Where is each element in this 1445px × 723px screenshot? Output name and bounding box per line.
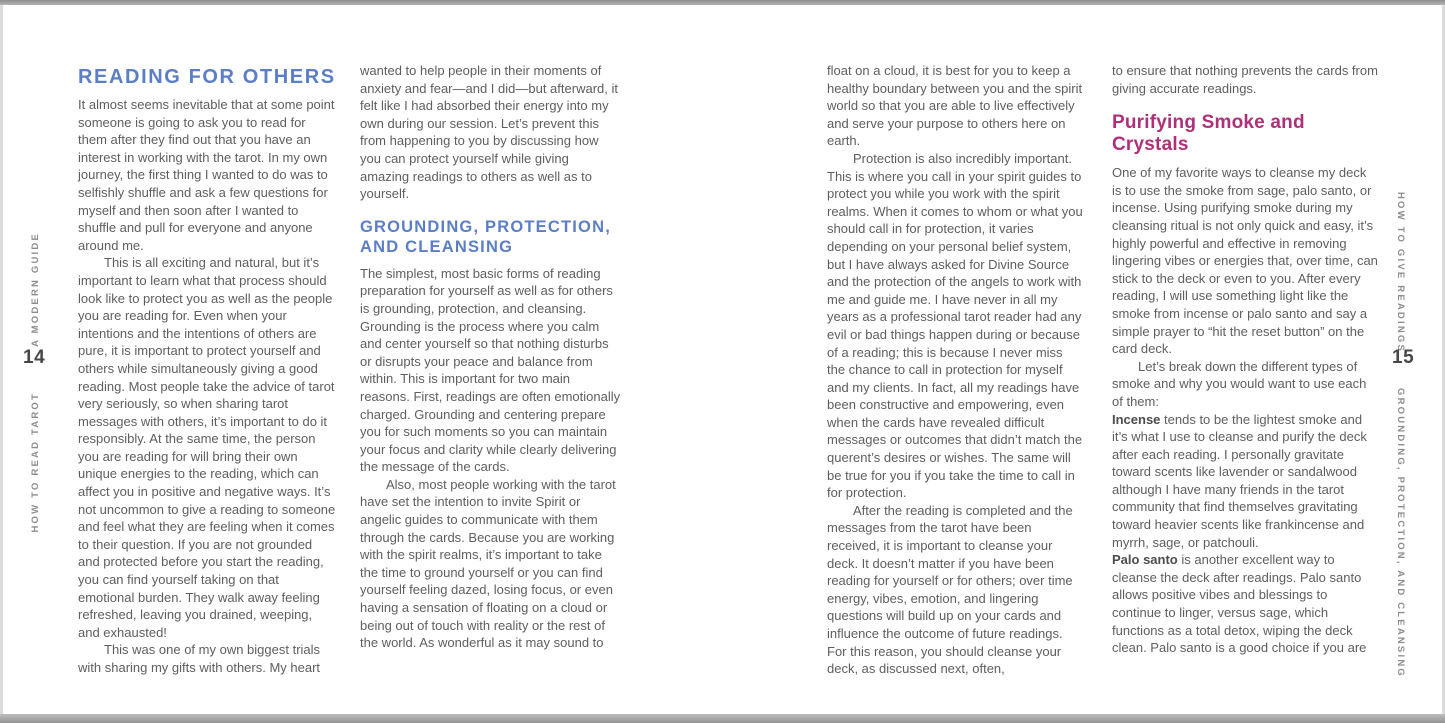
paragraph: This is all exciting and natural, but it’s important to learn what that process should look like to protect you as well as the people you are reading for. Even when your intentions and the intentions of others are pure, it is important to protect yourself and others while simultaneously giving a good reading. Most people take the advice of tarot very seriously, so when sharing tarot messages with others, it’s important to do it responsibly. At the same time, the person you are reading for will bring their own unique energies to the reading, which can affect you in positive and negative ways. It’s not uncommon to give a reading to someone and feel what they are feeling when it comes to their question. If you are not grounded and protected before you start the reading, you can find yourself taking on that emotional burden. They walk away feeling refreshed, leaving you drained, weeping, and exhausted! [78,255,336,640]
paragraph-incense [1112,411,1378,552]
term-palo-santo: Palo santo [1112,552,1178,568]
section-heading-grounding-protection-cleansing: GROUNDING, PROTECTION, AND CLEANSING [360,217,611,256]
paragraph: Also, most people working with the tarot have set the intention to invite Spirit or angelic guides to communicate with them through the cards. Because you are working with the spirit realms, it’s important to take the time to ground yourself or you can find yourself feeling dazed, losing focus, or even having a sensation of floating on a cloud or being out of touch with reality or the rest of the world. As wonderful as it may sound to [360,476,616,651]
chapter-label-right-vertical: HOW TO GIVE READINGS [1395,192,1406,354]
paragraph: Protection is also incredibly important. This is where you call in your spirit guides to protect you while you work with the spirit realms. When it comes to whom or what you should call in for protection, it varies depending on your personal belief system, but I have always asked for Divine Source and the protection of the angels to work with me and guide me. I have never in all my years as a professional tarot reader had any evil or bad things happen during or because of a reading; this is because I never miss the chance to call in protection for myself and my clients. In fact, all my readings have been constructive and empowering, even when the cards have revealed difficult messages or outcomes that didn’t match the querent’s desires or wishes. The same will be true for you if you take the time to call in for protection. [827,150,1083,501]
paragraph: This was one of my own biggest trials with sharing my gifts with others. My heart [78,642,321,675]
paragraph-text: tends to be the lightest smoke and it’s what I use to cleanse and purify the deck after each reading. I personally gravitate toward scents like lavender or sandalwood although I have many friends in the tarot community that find themselves gravitating toward heavier scents like frankincense and myrrh, sage, or patchouli. [1112,411,1367,550]
paragraph: Let’s break down the different types of smoke and why you would want to use each of them: [1112,358,1367,409]
scan-edge-bottom [0,714,1445,723]
term-incense: Incense [1112,411,1161,427]
page-number-right: 15 [1392,347,1415,368]
section-heading-reading-for-others: READING FOR OTHERS [78,66,336,88]
paragraph: After the reading is completed and the messages from the tarot have been received, it is important to cleanse your deck. It doesn’t matter if you have been reading for yourself or for others; over time energy, vibes, emotion, and lingering questions will build up on your cards and influence the outcome of future readings. For this reason, you should cleanse your deck, as discussed next, often, [827,502,1073,677]
scan-edge-top [0,0,1445,5]
paragraph: float on a cloud, it is best for you to keep a healthy boundary between you and the spirit world so that you are able to live effectively and serve your purpose to others here on earth. [827,63,1083,149]
paragraph-palo-santo [1112,551,1378,657]
paragraph: One of my favorite ways to cleanse my deck is to use the smoke from sage, palo santo, or incense. Using purifying smoke during my cleansing ritual is not only quick and easy, it’s highly powerful and effective in removing lingering vibes or energies that, over time, can stick to the deck or even to you. After every reading, I will use something light like the smoke from incense or palo santo and say a simple prayer to “hit the reset button” on the card deck. [1112,165,1378,357]
paragraph: to ensure that nothing prevents the cards from giving accurate readings. [1112,63,1378,96]
paragraph: The simplest, most basic forms of reading preparation for yourself as well as for others is grounding, protection, and cleansing. Grounding is the process where you calm and center yourself so that nothing disturbs or disrupts your peace and balance from within. This is important for two main reasons. First, readings are often emotionally charged. Grounding and centering prepare you for such moments so you can maintain your focus and clarity while clearly delivering the message of the cards. [360,265,621,475]
left-page-column-2 [360,62,621,652]
paragraph-text: is another excellent way to cleanse the deck after readings. Palo santo allows positive vibes and blessings to continue to linger, versus sage, which functions as a total detox, wiping the deck clean. Palo santo is a good choice if you are [1112,552,1367,656]
scan-edge-left [0,5,3,714]
right-page-column-1 [827,62,1083,678]
paragraph: It almost seems inevitable that at some point someone is going to ask you to read for them after they find out that you have an interest in working with the tarot. In my own journey, the first thing I wanted to do was to selfishly shuffle and ask a few questions for myself and then soon after I wanted to shuffle and pull for everyone and anyone around me. [78,97,335,253]
subheading-purifying-smoke-and-crystals: Purifying Smoke and Crystals [1112,112,1305,156]
right-page-column-2 [1112,62,1378,657]
chapter-label-left-vertical: HOW TO READ TAROT [30,392,41,533]
paragraph: wanted to help people in their moments of anxiety and fear—and I did—but afterward, it felt like I had absorbed their energy into my own during our session. Let’s prevent this from happening to you by discussing how you can protect yourself while giving amazing readings to others as well as to yourself. [360,63,618,202]
section-label-right-vertical: GROUNDING, PROTECTION, AND CLEANSING [1395,388,1406,678]
page-number-left: 14 [23,347,46,368]
left-page-column-1 [78,66,336,677]
series-label-vertical: A MODERN GUIDE [30,232,41,347]
